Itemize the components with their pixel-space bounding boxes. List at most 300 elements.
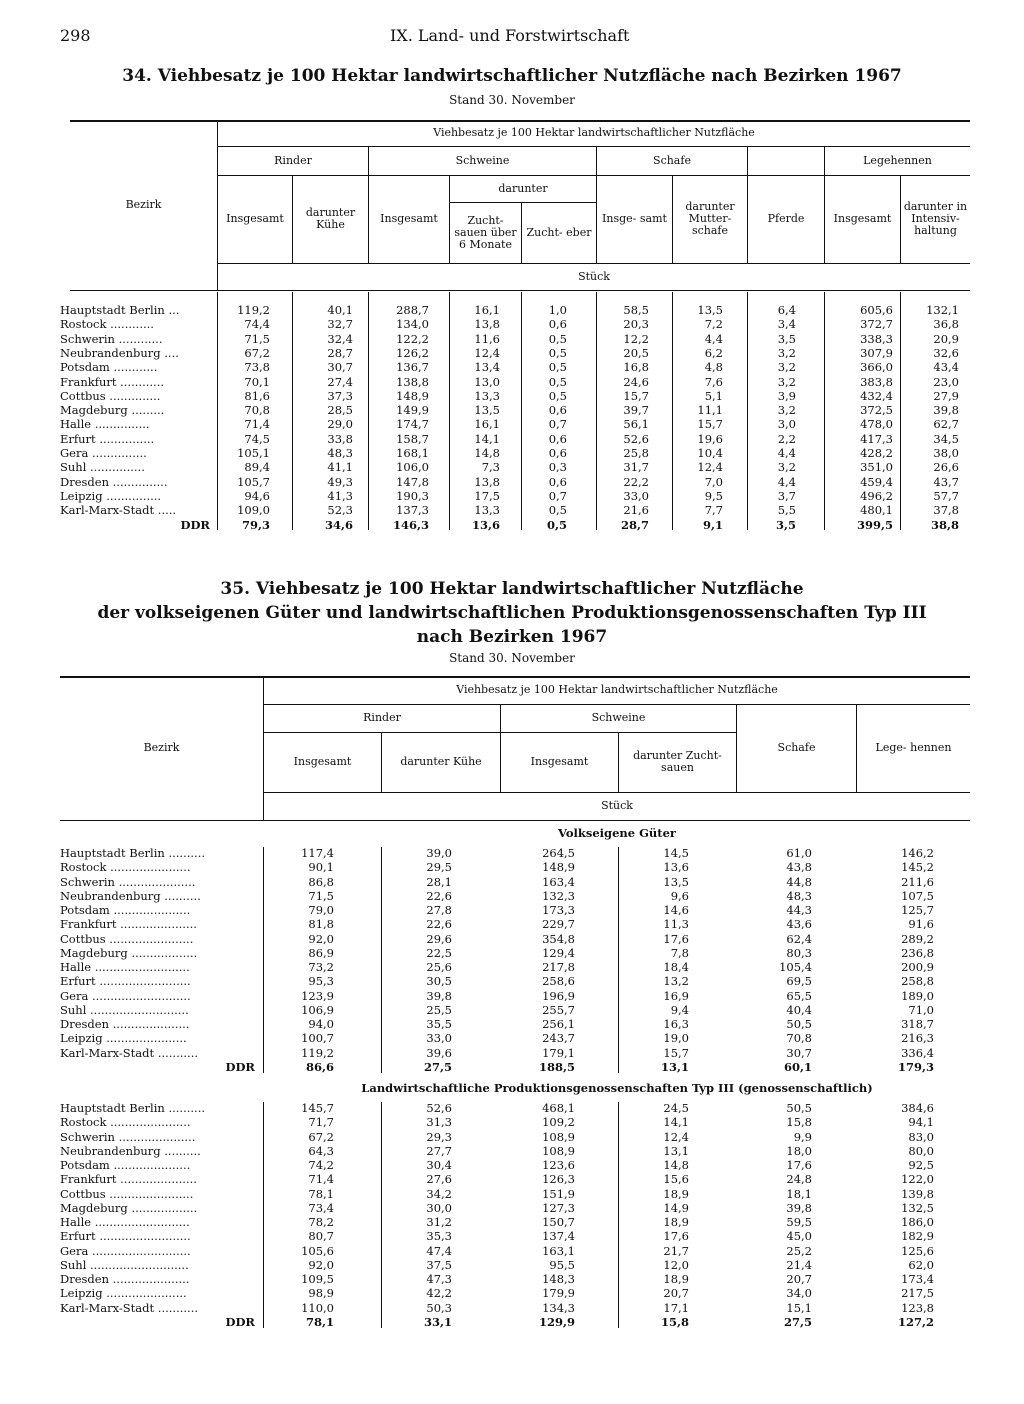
- cell-value: 71,0: [908, 1002, 934, 1017]
- cell-value: 20,5: [623, 345, 649, 360]
- cell-value: 12,0: [663, 1257, 689, 1272]
- cell-value: 42,2: [426, 1286, 452, 1301]
- cell-value: 14,6: [663, 903, 689, 917]
- table-row: [60, 974, 970, 988]
- cell-value: 0,5: [548, 331, 567, 346]
- cell-value: 307,9: [860, 345, 893, 360]
- row-label: Leipzig ......................: [60, 1286, 187, 1301]
- cell-value: 336,4: [901, 1045, 934, 1060]
- table-row: [60, 1031, 970, 1045]
- cell-value: 26,6: [933, 460, 959, 475]
- table-35-title-line3: nach Bezirken 1967: [416, 627, 608, 647]
- cell-value: 28,7: [620, 517, 649, 532]
- cell-value: 52,3: [327, 503, 353, 518]
- cell-value: 117,4: [301, 846, 334, 860]
- cell-value: 33,0: [426, 1031, 452, 1046]
- cell-value: 0,7: [548, 417, 567, 432]
- cell-value: 13,5: [663, 874, 689, 889]
- cell-value: 21,6: [623, 503, 649, 518]
- cell-value: 80,0: [908, 1143, 934, 1158]
- cell-value: 50,5: [786, 1101, 812, 1115]
- cell-value: 29,6: [426, 931, 452, 946]
- table-row: [60, 1272, 970, 1286]
- row-label: Frankfurt ............: [60, 374, 165, 389]
- cell-value: 17,6: [663, 1229, 689, 1244]
- header-rinder-insgesamt: Insgesamt: [293, 755, 352, 768]
- cell-value: 15,7: [623, 388, 649, 403]
- cell-value: 17,1: [663, 1300, 689, 1315]
- table-row: [60, 1215, 970, 1229]
- cell-value: 78,1: [305, 1314, 334, 1329]
- cell-value: 18,0: [786, 1143, 812, 1158]
- cell-value: 158,7: [396, 431, 429, 446]
- cell-value: 9,5: [704, 488, 723, 503]
- cell-value: 19,6: [697, 431, 723, 446]
- cell-value: 211,6: [901, 874, 934, 889]
- cell-value: 0,6: [548, 446, 567, 460]
- row-label: Karl-Marx-Stadt ...........: [60, 1300, 199, 1315]
- cell-value: 22,2: [623, 474, 649, 489]
- header-schweine: Schweine: [591, 711, 646, 724]
- cell-value: 134,0: [396, 317, 429, 332]
- cell-value: 48,3: [327, 446, 353, 460]
- cell-value: 119,2: [301, 1045, 334, 1060]
- section-title: IX. Land- und Forstwirtschaft: [390, 26, 630, 45]
- cell-value: 86,8: [308, 874, 334, 889]
- table-row: [60, 917, 970, 931]
- cell-value: 173,3: [542, 903, 575, 917]
- cell-value: 56,1: [623, 417, 649, 432]
- cell-value: 109,5: [301, 1272, 334, 1286]
- cell-value: 33,0: [623, 488, 649, 503]
- row-label: Erfurt .........................: [60, 1229, 191, 1244]
- cell-value: 126,3: [542, 1172, 575, 1187]
- cell-value: 13,3: [474, 503, 500, 518]
- cell-value: 106,9: [301, 1002, 334, 1017]
- cell-value: 78,2: [308, 1215, 334, 1229]
- row-label: Magdeburg ..................: [60, 1200, 198, 1215]
- row-label: Gera ...............: [60, 446, 147, 460]
- group-lpg-typ-iii: Landwirtschaftliche Produktionsgenossenschaften Typ III (genossenschaftlich): [361, 1081, 873, 1095]
- cell-value: 13,8: [474, 474, 500, 489]
- row-label: Magdeburg .........: [60, 403, 165, 418]
- cell-value: 27,7: [426, 1143, 452, 1158]
- table-row: [60, 960, 970, 974]
- cell-value: 109,0: [237, 503, 270, 518]
- table-35-stand: Stand 30. November: [449, 651, 575, 665]
- cell-value: 0,5: [548, 374, 567, 389]
- cell-value: 1,0: [548, 303, 567, 317]
- table-row: [60, 503, 970, 517]
- cell-value: 148,3: [542, 1272, 575, 1286]
- cell-value: 14,8: [474, 446, 500, 460]
- cell-value: 91,6: [908, 917, 934, 932]
- cell-value: 14,8: [663, 1158, 689, 1172]
- cell-value: 39,8: [933, 403, 959, 418]
- cell-value: 6,2: [704, 345, 723, 360]
- header-unit: Stück: [601, 799, 633, 812]
- cell-value: 37,3: [327, 388, 353, 403]
- cell-value: 351,0: [860, 460, 893, 475]
- row-label: Hauptstadt Berlin ..........: [60, 1101, 206, 1115]
- header-schweine-insgesamt: Insgesamt: [380, 212, 438, 225]
- cell-value: 15,8: [660, 1314, 689, 1329]
- cell-value: 90,1: [308, 860, 334, 875]
- cell-value: 79,3: [241, 517, 270, 532]
- cell-value: 105,6: [301, 1243, 334, 1258]
- table-row: [60, 1258, 970, 1272]
- cell-value: 399,5: [856, 517, 893, 532]
- table-row: [60, 1244, 970, 1258]
- cell-value: 59,5: [786, 1215, 812, 1229]
- header-schafe: Schafe: [653, 153, 691, 167]
- table-total-row: [60, 518, 970, 532]
- cell-value: 132,5: [901, 1200, 934, 1215]
- cell-value: 33,1: [423, 1314, 452, 1329]
- cell-value: 22,6: [426, 888, 452, 903]
- header-schweine-darunter: darunter: [498, 181, 548, 195]
- table-row: [60, 860, 970, 874]
- cell-value: 243,7: [542, 1031, 575, 1046]
- cell-value: 95,3: [308, 974, 334, 989]
- cell-value: 43,8: [786, 860, 812, 875]
- row-label: Halle ..........................: [60, 1215, 190, 1229]
- cell-value: 15,7: [663, 1045, 689, 1060]
- cell-value: 0,5: [548, 345, 567, 360]
- cell-value: 43,4: [933, 360, 959, 375]
- cell-value: 106,0: [396, 460, 429, 475]
- cell-value: 73,2: [308, 960, 334, 974]
- cell-value: 107,5: [901, 888, 934, 903]
- cell-value: 24,5: [663, 1101, 689, 1115]
- cell-value: 338,3: [860, 331, 893, 346]
- row-label: Halle ..........................: [60, 960, 190, 974]
- cell-value: 127,3: [542, 1200, 575, 1215]
- cell-value: 125,7: [901, 903, 934, 917]
- cell-value: 39,7: [623, 403, 649, 418]
- cell-value: 39,8: [426, 988, 452, 1003]
- page-header: [60, 26, 960, 46]
- cell-value: 49,3: [327, 474, 353, 489]
- cell-value: 216,3: [901, 1031, 934, 1046]
- cell-value: 20,7: [663, 1286, 689, 1301]
- cell-value: 136,7: [396, 360, 429, 375]
- cell-value: 20,3: [623, 317, 649, 332]
- cell-value: 89,4: [244, 460, 270, 475]
- cell-value: 30,0: [426, 1200, 452, 1215]
- table-row: [60, 1187, 970, 1201]
- cell-value: 30,7: [786, 1045, 812, 1060]
- table-row: [60, 375, 970, 389]
- cell-value: 39,0: [426, 846, 452, 860]
- cell-value: 36,8: [933, 317, 959, 332]
- cell-value: 62,0: [908, 1257, 934, 1272]
- cell-value: 71,5: [244, 331, 270, 346]
- cell-value: 4,4: [704, 331, 723, 346]
- table-row: [60, 1286, 970, 1300]
- header-zuchteber: Zucht- eber: [526, 225, 592, 239]
- cell-value: 14,5: [663, 846, 689, 860]
- cell-value: 15,7: [697, 417, 723, 432]
- table-row: [60, 989, 970, 1003]
- cell-value: 15,1: [786, 1300, 812, 1315]
- cell-value: 496,2: [860, 488, 893, 503]
- cell-value: 17,6: [786, 1158, 812, 1172]
- cell-value: 383,8: [860, 374, 893, 389]
- cell-value: 4,8: [704, 360, 723, 375]
- header-top: Viehbesatz je 100 Hektar landwirtschaftlicher Nutzfläche: [433, 126, 755, 139]
- cell-value: 468,1: [542, 1101, 575, 1115]
- row-label: Leipzig ......................: [60, 1031, 187, 1046]
- table-row: [60, 875, 970, 889]
- cell-value: 163,1: [542, 1243, 575, 1258]
- cell-value: 74,5: [244, 431, 270, 446]
- cell-value: 18,9: [663, 1272, 689, 1286]
- cell-value: 27,6: [426, 1172, 452, 1187]
- cell-value: 7,6: [704, 374, 723, 389]
- cell-value: 30,4: [426, 1158, 452, 1172]
- cell-value: 9,6: [670, 888, 689, 903]
- cell-value: 60,1: [783, 1059, 812, 1074]
- table-total-row: [60, 1315, 970, 1329]
- cell-value: 3,0: [777, 417, 796, 432]
- row-label: Hauptstadt Berlin ..........: [60, 846, 206, 860]
- header-rinder: Rinder: [274, 153, 312, 167]
- cell-value: 29,5: [426, 860, 452, 875]
- table-row: [60, 460, 970, 474]
- cell-value: 81,8: [308, 917, 334, 932]
- cell-value: 57,7: [933, 488, 959, 503]
- cell-value: 384,6: [901, 1101, 934, 1115]
- cell-value: 3,2: [777, 460, 796, 475]
- row-label: Neubrandenburg ....: [60, 345, 179, 360]
- cell-value: 372,7: [860, 317, 893, 332]
- header-schweine: Schweine: [455, 153, 510, 167]
- cell-value: 19,0: [663, 1031, 689, 1046]
- cell-value: 37,8: [933, 503, 959, 518]
- cell-value: 7,2: [704, 317, 723, 332]
- cell-value: 3,4: [777, 317, 796, 332]
- page-number: 298: [60, 26, 91, 45]
- row-label: Cottbus .......................: [60, 1186, 194, 1201]
- cell-value: 145,7: [301, 1101, 334, 1115]
- cell-value: 17,6: [663, 931, 689, 946]
- table-total-row: [60, 1060, 970, 1074]
- cell-value: 3,2: [777, 403, 796, 418]
- header-legehennen: Lege- hennen: [875, 741, 952, 754]
- table-row: [60, 432, 970, 446]
- cell-value: 217,5: [901, 1286, 934, 1301]
- row-label: Frankfurt .....................: [60, 917, 197, 932]
- cell-value: 34,2: [426, 1186, 452, 1201]
- cell-value: 12,4: [697, 460, 723, 475]
- cell-value: 13,5: [474, 403, 500, 418]
- cell-value: 25,5: [426, 1002, 452, 1017]
- row-label: Leipzig ...............: [60, 488, 162, 503]
- cell-value: 13,5: [697, 303, 723, 317]
- cell-value: 14,9: [663, 1200, 689, 1215]
- cell-value: 94,6: [244, 488, 270, 503]
- row-label: Rostock ......................: [60, 860, 191, 875]
- cell-value: 70,8: [244, 403, 270, 418]
- header-rinder-insgesamt: Insgesamt: [226, 212, 284, 225]
- cell-value: 58,5: [623, 303, 649, 317]
- table-row: [60, 1101, 970, 1115]
- cell-value: 0,6: [548, 474, 567, 489]
- cell-value: 173,4: [901, 1272, 934, 1286]
- cell-value: 41,3: [327, 488, 353, 503]
- cell-value: 92,0: [308, 1257, 334, 1272]
- cell-value: 92,5: [908, 1158, 934, 1172]
- cell-value: 123,8: [901, 1300, 934, 1315]
- cell-value: 52,6: [623, 431, 649, 446]
- cell-value: 86,9: [308, 945, 334, 960]
- cell-value: 22,5: [426, 945, 452, 960]
- cell-value: 289,2: [901, 931, 934, 946]
- cell-value: 147,8: [396, 474, 429, 489]
- cell-value: 108,9: [542, 1129, 575, 1144]
- row-label: Erfurt ...............: [60, 431, 155, 446]
- header-pferde: Pferde: [767, 212, 805, 225]
- cell-value: 264,5: [542, 846, 575, 860]
- cell-value: 3,7: [777, 488, 796, 503]
- cell-value: 186,0: [901, 1215, 934, 1229]
- cell-value: 11,1: [697, 403, 723, 418]
- header-kuehe: darunter Kühe: [305, 206, 356, 231]
- cell-value: 13,4: [474, 360, 500, 375]
- header-bezirk: Bezirk: [125, 198, 162, 211]
- cell-value: 0,7: [548, 488, 567, 503]
- cell-value: 174,7: [396, 417, 429, 432]
- cell-value: 94,1: [908, 1115, 934, 1130]
- cell-value: 137,3: [396, 503, 429, 518]
- table-34-stand: Stand 30. November: [449, 93, 575, 107]
- cell-value: 11,6: [474, 331, 500, 346]
- table-row: [60, 1017, 970, 1031]
- header-top: Viehbesatz je 100 Hektar landwirtschaftlicher Nutzfläche: [456, 683, 778, 696]
- cell-value: 86,6: [305, 1059, 334, 1074]
- cell-value: 0,6: [548, 403, 567, 418]
- cell-value: 132,3: [542, 888, 575, 903]
- cell-value: 189,0: [901, 988, 934, 1003]
- cell-value: 15,6: [663, 1172, 689, 1187]
- cell-value: 13,1: [660, 1059, 689, 1074]
- cell-value: 73,4: [308, 1200, 334, 1215]
- cell-value: 31,3: [426, 1115, 452, 1130]
- cell-value: 13,2: [663, 974, 689, 989]
- cell-value: 13,6: [663, 860, 689, 875]
- cell-value: 372,5: [860, 403, 893, 418]
- row-label: Potsdam ............: [60, 360, 158, 375]
- cell-value: 137,4: [542, 1229, 575, 1244]
- cell-value: 47,4: [426, 1243, 452, 1258]
- cell-value: 11,3: [663, 917, 689, 932]
- cell-value: 32,7: [327, 317, 353, 332]
- row-label: DDR: [180, 517, 210, 532]
- cell-value: 12,4: [474, 345, 500, 360]
- row-label: Neubrandenburg ..........: [60, 888, 201, 903]
- cell-value: 110,0: [301, 1300, 334, 1315]
- cell-value: 18,4: [663, 960, 689, 974]
- cell-value: 129,4: [542, 945, 575, 960]
- cell-value: 3,2: [777, 360, 796, 375]
- cell-value: 18,9: [663, 1186, 689, 1201]
- cell-value: 39,8: [786, 1200, 812, 1215]
- table-row: [60, 475, 970, 489]
- row-label: Neubrandenburg ..........: [60, 1143, 201, 1158]
- cell-value: 478,0: [860, 417, 893, 432]
- cell-value: 7,3: [481, 460, 500, 475]
- row-label: Schwerin ............: [60, 331, 163, 346]
- cell-value: 605,6: [860, 303, 893, 317]
- cell-value: 108,9: [542, 1143, 575, 1158]
- cell-value: 70,1: [244, 374, 270, 389]
- table-row: [60, 1229, 970, 1243]
- cell-value: 148,9: [396, 388, 429, 403]
- row-label: Gera ...........................: [60, 1243, 191, 1258]
- cell-value: 95,5: [549, 1257, 575, 1272]
- cell-value: 10,4: [697, 446, 723, 460]
- cell-value: 125,6: [901, 1243, 934, 1258]
- cell-value: 4,4: [777, 474, 796, 489]
- cell-value: 43,6: [786, 917, 812, 932]
- cell-value: 139,8: [901, 1186, 934, 1201]
- cell-value: 148,9: [542, 860, 575, 875]
- cell-value: 146,3: [392, 517, 429, 532]
- cell-value: 182,9: [901, 1229, 934, 1244]
- cell-value: 105,1: [237, 446, 270, 460]
- cell-value: 16,1: [474, 303, 500, 317]
- cell-value: 100,7: [301, 1031, 334, 1046]
- cell-value: 105,4: [779, 960, 812, 974]
- row-label: Cottbus ..............: [60, 388, 161, 403]
- cell-value: 126,2: [396, 345, 429, 360]
- header-legehennen: Legehennen: [863, 153, 932, 167]
- cell-value: 64,3: [308, 1143, 334, 1158]
- cell-value: 13,1: [663, 1143, 689, 1158]
- cell-value: 35,3: [426, 1229, 452, 1244]
- cell-value: 149,9: [396, 403, 429, 418]
- cell-value: 98,9: [308, 1286, 334, 1301]
- cell-value: 61,0: [786, 846, 812, 860]
- cell-value: 0,5: [548, 360, 567, 375]
- cell-value: 27,5: [783, 1314, 812, 1329]
- row-label: Schwerin .....................: [60, 1129, 196, 1144]
- cell-value: 47,3: [426, 1272, 452, 1286]
- table-row: [60, 903, 970, 917]
- cell-value: 432,4: [860, 388, 893, 403]
- cell-value: 3,9: [777, 388, 796, 403]
- table-row: [60, 1158, 970, 1172]
- row-label: Dresden .....................: [60, 1017, 190, 1031]
- row-label: DDR: [225, 1314, 255, 1329]
- cell-value: 123,6: [542, 1158, 575, 1172]
- row-label: Erfurt .........................: [60, 974, 191, 989]
- cell-value: 27,4: [327, 374, 353, 389]
- cell-value: 69,5: [786, 974, 812, 989]
- cell-value: 258,8: [901, 974, 934, 989]
- header-rinder: Rinder: [363, 711, 401, 724]
- cell-value: 28,5: [327, 403, 353, 418]
- table-35-title-line1: 35. Viehbesatz je 100 Hektar landwirtschaftlicher Nutzfläche: [220, 579, 804, 599]
- row-label: Halle ...............: [60, 417, 150, 432]
- cell-value: 7,0: [704, 474, 723, 489]
- cell-value: 16,1: [474, 417, 500, 432]
- row-label: Dresden ...............: [60, 474, 168, 489]
- cell-value: 217,8: [542, 960, 575, 974]
- row-label: Karl-Marx-Stadt ...........: [60, 1045, 199, 1060]
- row-label: Rostock ............: [60, 317, 154, 332]
